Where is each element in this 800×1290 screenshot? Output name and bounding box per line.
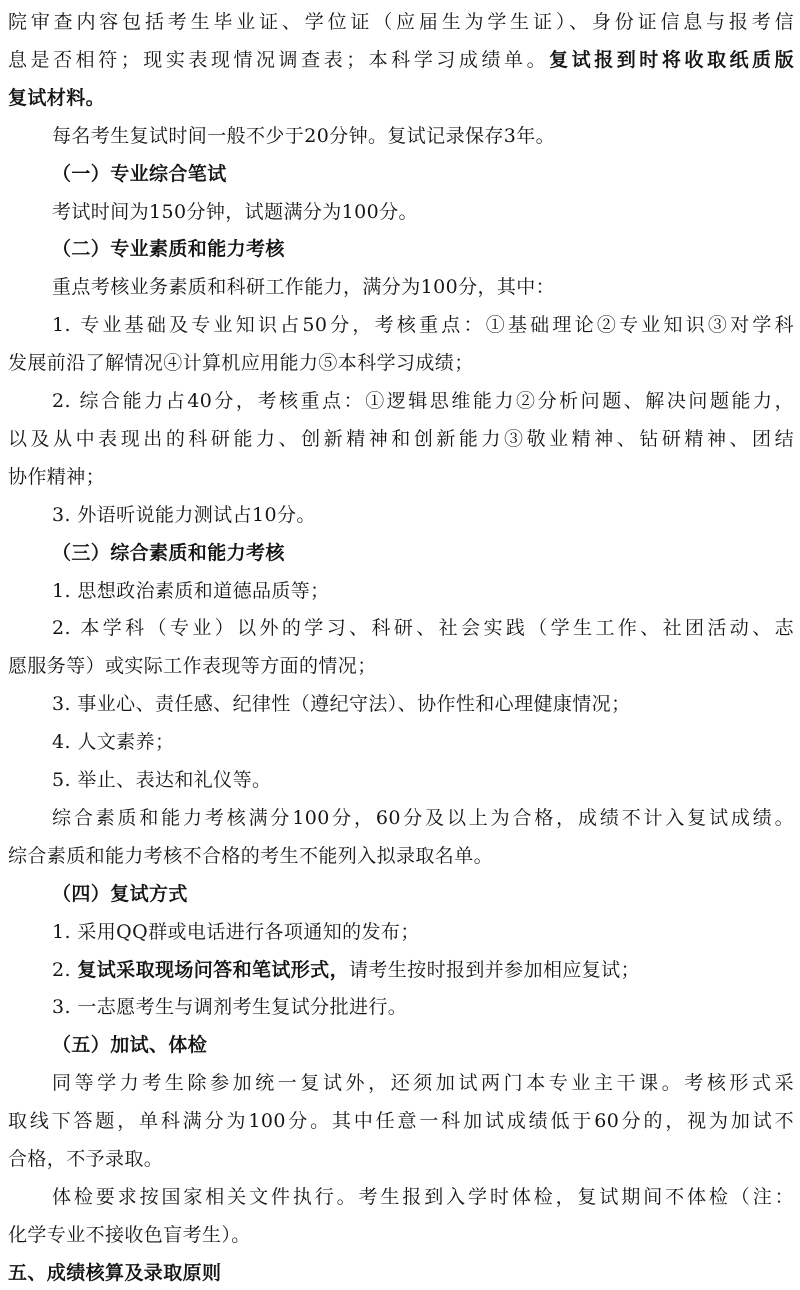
list-item-continuation: 协作精神； xyxy=(8,465,106,488)
list-item: 3. 一志愿考生与调剂考生复试分批进行。 xyxy=(52,996,408,1019)
paragraph-line: 同等学力考生除参加统一复试外，还须加试两门本专业主干课。考核形式采 xyxy=(52,1072,794,1095)
list-item-continuation: 愿服务等）或实际工作表现等方面的情况； xyxy=(8,655,377,678)
paragraph-line: 综合素质和能力考核不合格的考生不能列入拟录取名单。 xyxy=(8,844,494,867)
paragraph-line: 合格，不予录取。 xyxy=(8,1148,164,1170)
bold-emphasis: 复试报到时将收取纸质版 xyxy=(549,48,794,71)
paragraph-line: 取线下答题，单科满分为100分。其中任意一科加试成绩低于60分的，视为加试不 xyxy=(8,1110,794,1133)
list-item-continuation: 发展前沿了解情况④计算机应用能力⑤本科学习成绩； xyxy=(8,352,474,375)
list-number: 2. xyxy=(52,958,78,981)
list-item: 2. 本学科（专业）以外的学习、科研、社会实践（学生工作、社团活动、志 xyxy=(52,617,794,640)
section-heading: （五）加试、体检 xyxy=(52,1034,208,1057)
paragraph-line: 化学专业不接收色盲考生）。 xyxy=(8,1223,251,1246)
list-item: 4. 人文素养； xyxy=(52,731,175,754)
list-item: 3. 外语听说能力测试占10分。 xyxy=(52,503,316,526)
section-heading: （二）专业素质和能力考核 xyxy=(52,238,285,261)
paragraph-line xyxy=(8,43,794,77)
list-item: 1. 思想政治素质和道德品质等； xyxy=(52,579,330,602)
list-item: 5. 举止、表达和礼仪等。 xyxy=(52,769,272,791)
list-item: 3. 事业心、责任感、纪律性（遵纪守法）、协作性和心理健康情况； xyxy=(52,693,631,716)
paragraph-text: 息是否相符；现实表现情况调查表；本科学习成绩单。 xyxy=(8,48,550,71)
section-heading: （三）综合素质和能力考核 xyxy=(52,541,285,564)
list-item: 1. 采用QQ群或电话进行各项通知的发布； xyxy=(52,920,420,943)
paragraph-text: 请考生按时报到并参加相应复试； xyxy=(348,958,640,981)
section-heading: 五、成绩核算及录取原则 xyxy=(8,1261,222,1284)
paragraph-line: 考试时间为150分钟，试题满分为100分。 xyxy=(52,200,418,223)
bold-emphasis-line: 复试材料。 xyxy=(8,86,106,109)
section-heading: （四）复试方式 xyxy=(52,882,188,905)
paragraph-line: 综合素质和能力考核满分100分，60分及以上为合格，成绩不计入复试成绩。 xyxy=(52,806,794,829)
paragraph-line: 体检要求按国家相关文件执行。考生报到入学时体检，复试期间不体检（注： xyxy=(52,1185,794,1208)
paragraph-line: 院审查内容包括考生毕业证、学位证（应届生为学生证）、身份证信息与报考信 xyxy=(8,11,794,33)
bold-emphasis: 复试采取现场问答和笔试形式， xyxy=(77,958,349,981)
list-item: 2. 综合能力占40分，考核重点：①逻辑思维能力②分析问题、解决问题能力， xyxy=(52,390,794,412)
section-heading: （一）专业综合笔试 xyxy=(52,162,227,185)
paragraph-line: 每名考生复试时间一般不少于20分钟。复试记录保存3年。 xyxy=(52,124,556,147)
paragraph-line: 重点考核业务素质和科研工作能力，满分为100分，其中： xyxy=(52,276,556,299)
list-item: 1. 专业基础及专业知识占50分，考核重点：①基础理论②专业知识③对学科 xyxy=(52,314,794,337)
list-item-continuation: 以及从中表现出的科研能力、创新精神和创新能力③敬业精神、钻研精神、团结 xyxy=(8,427,794,450)
list-item xyxy=(52,953,640,987)
